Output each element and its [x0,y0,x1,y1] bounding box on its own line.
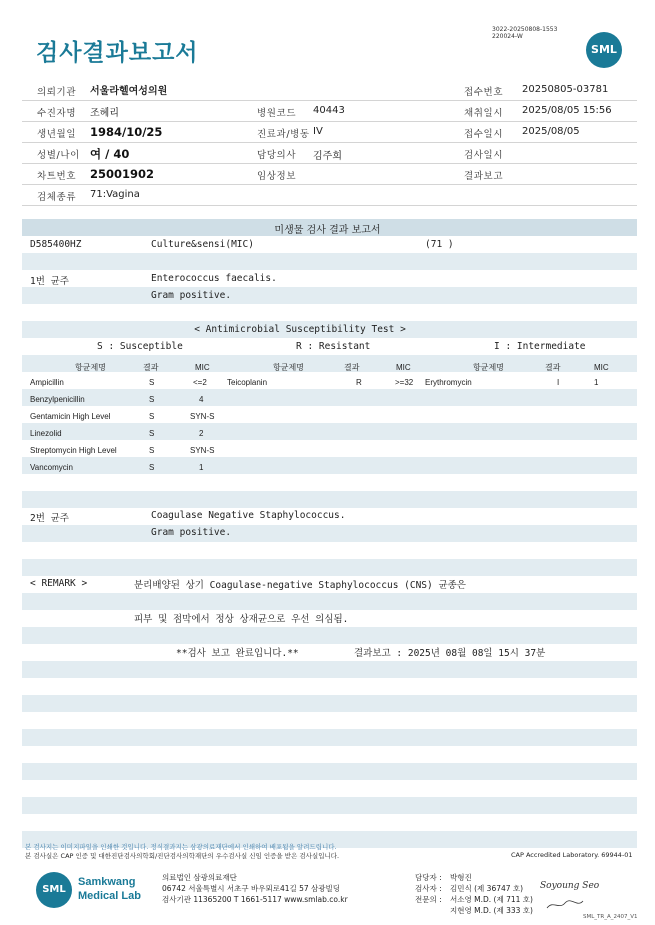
drug-result: R [356,378,362,387]
drug-result: S [149,378,155,387]
report-complete-text: **검사 보고 완료입니다.** [176,648,299,659]
chart-no-label: 차트번호 [37,171,77,182]
tester-label: 검사자 : [415,884,442,893]
sex-age-value: 여 / 40 [90,147,130,161]
drug-name: Linezolid [30,429,62,438]
ast-title: < Antimicrobial Susceptibility Test > [194,324,406,335]
drug-mic: 4 [199,395,204,404]
drug-mic: 2 [199,429,204,438]
dept-label: 진료과/병동 [257,129,310,140]
footer-note-2: 본 검사실은 CAP 인증 및 대한진단검사의학회/진단검사의학재단의 우수검사실 신임 인증을 받은 검사실입니다. [25,852,340,860]
logo-name-line-2: Medical Lab [78,890,141,902]
drug-mic: <=2 [193,378,207,387]
organism-2-gram: Gram positive. [151,527,232,538]
band [22,491,637,508]
organism-2-name: Coagulase Negative Staphylococcus. [151,510,346,521]
drug-name: Ampicillin [30,378,64,387]
receipt-date-label: 접수일시 [464,129,504,140]
col-result-1: 결과 [143,363,159,372]
page-title: 검사결과보고서 [36,40,199,66]
samkwang-logo: SML [36,872,72,908]
specimen-value: 71:Vagina [90,189,140,200]
drug-result: S [149,395,155,404]
col-mic-2: MIC [396,363,411,372]
ward-code-label: 병원코드 [257,108,297,119]
col-mic-1: MIC [195,363,210,372]
band [22,593,637,610]
drug-mic: 1 [199,463,204,472]
section-title: 미생물 검사 결과 보고서 [274,225,381,236]
test-code: D585400HZ [30,239,82,250]
col-drug-2: 항균제명 [273,363,304,372]
drug-result: I [557,378,560,387]
organization-contact: 검사기관 11365200 T 1661-5117 www.smlab.co.kr [162,895,348,904]
sex-age-label: 성별/나이 [37,150,80,161]
band [22,389,637,406]
drug-result: S [149,463,155,472]
staff-name: 박형진 [450,873,472,882]
organization-name: 의료법인 삼광의료재단 [162,873,237,882]
signature: Soyoung Seo [540,881,600,891]
band [22,525,637,542]
legend-intermediate: I : Intermediate [494,341,586,352]
col-result-2: 결과 [344,363,360,372]
remark-line-1: 분리배양된 상기 Coagulase-negative Staphylococcus (CNS) 균종은 [134,580,466,591]
institution-value: 서울라헬여성의원 [90,86,168,97]
dept-value: IV [313,126,323,137]
specimen-label: 검체종류 [37,192,77,203]
dob-label: 생년월일 [37,129,77,140]
drug-name: Gentamicin High Level [30,412,111,421]
band [22,763,637,780]
specialist-name-1: 서소영 M.D. (제 711 호) [450,895,533,904]
band [22,695,637,712]
receipt-date-value: 2025/08/05 [522,126,580,137]
organism-1-label: 1번 균주 [30,276,69,287]
band [22,797,637,814]
band [22,253,637,270]
drug-result: S [149,429,155,438]
collect-value: 2025/08/05 15:56 [522,105,612,116]
band [22,729,637,746]
form-code: SML_TR_A_2407_V1 [583,914,638,920]
tester-name: 김민식 (제 36747 호) [450,884,524,893]
signature-scribble [545,898,585,912]
receipt-no-label: 접수번호 [464,87,504,98]
test-name: Culture&sensi(MIC) [151,239,254,250]
drug-name: Benzylpenicillin [30,395,85,404]
organism-2-label: 2번 균주 [30,513,69,524]
patient-label: 수진자명 [37,108,77,119]
specialist-label: 전문의 : [415,895,442,904]
clinical-info-label: 임상정보 [257,171,297,182]
doctor-label: 담당의사 [257,150,297,161]
col-mic-3: MIC [594,363,609,372]
col-drug-1: 항균제명 [75,363,106,372]
remark-label: < REMARK > [30,578,88,589]
staff-label: 담당자 : [415,873,442,882]
col-drug-3: 항균제명 [473,363,504,372]
drug-name: Streptomycin High Level [30,446,117,455]
legend-susceptible: S : Susceptible [97,341,183,352]
report-label: 결과보고 [464,171,504,182]
collect-label: 채취일시 [464,108,504,119]
sml-logo: SML [586,32,622,68]
organization-address: 06742 서울특별시 서초구 바우뫼로41길 57 삼광빌딩 [162,884,341,893]
band [22,287,637,304]
drug-mic: SYN-S [190,446,215,455]
drug-mic: SYN-S [190,412,215,421]
cap-accreditation: CAP Accredited Laboratory. 69944-01 [511,851,633,859]
test-date-label: 검사일시 [464,150,504,161]
receipt-no-value: 20250805-03781 [522,84,609,95]
drug-name: Teicoplanin [227,378,268,387]
band [22,661,637,678]
drug-mic: 1 [594,378,599,387]
organism-1-gram: Gram positive. [151,290,232,301]
logo-name-line-1: Samkwang [78,876,136,888]
document-id-secondary: 220024-W [492,33,523,40]
document-id: 3022-20250808-1553 [492,26,558,33]
doctor-value: 김주희 [313,151,342,162]
patient-value: 조혜리 [90,108,119,119]
test-number: (71 ) [425,239,454,250]
remark-line-2: 피부 및 점막에서 정상 상재균으로 우선 의심됨. [134,614,349,625]
chart-no-value: 25001902 [90,167,155,181]
band [22,627,637,644]
drug-name: Erythromycin [425,378,472,387]
band [22,457,637,474]
ward-code-value: 40443 [313,105,345,116]
band [22,423,637,440]
footer-note-1: 본 검사지는 이미지파일을 인쇄한 것입니다. 정식결과지는 삼광의료재단에서 인쇄하여 배포됨을 알려드립니다. [25,843,337,851]
drug-result: S [149,446,155,455]
specialist-name-2: 지현영 M.D. (제 333 호) [450,906,533,915]
report-time: 결과보고 : 2025년 08월 08일 15시 37분 [354,648,546,659]
drug-name: Vancomycin [30,463,73,472]
drug-result: S [149,412,155,421]
drug-mic: >=32 [395,378,414,387]
institution-label: 의뢰기관 [37,87,77,98]
dob-value: 1984/10/25 [90,125,163,139]
legend-resistant: R : Resistant [296,341,371,352]
organism-1-name: Enterococcus faecalis. [151,273,277,284]
col-result-3: 결과 [545,363,561,372]
band [22,559,637,576]
